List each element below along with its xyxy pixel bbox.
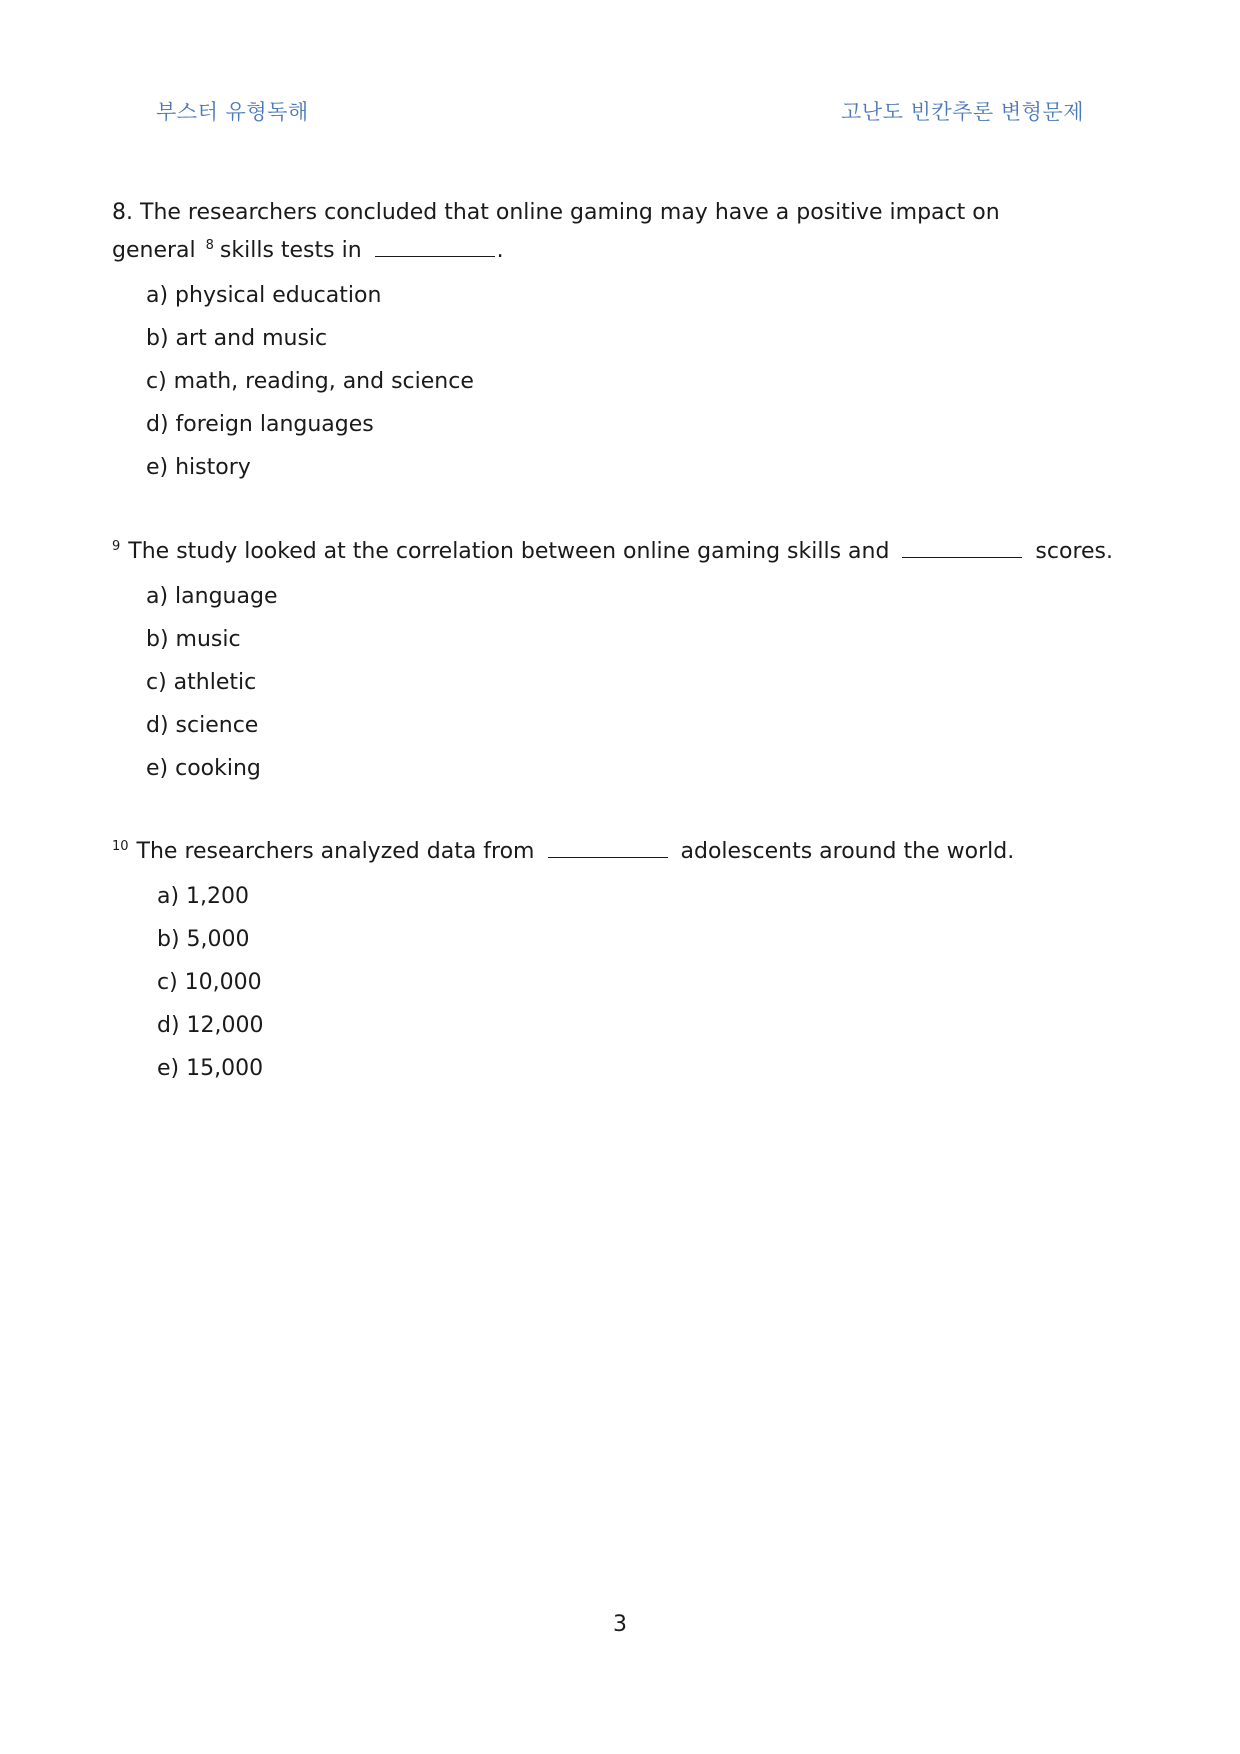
question-8-blank — [375, 238, 495, 257]
question-8-stem — [112, 194, 1140, 270]
question-8-text-part3: . — [496, 238, 504, 263]
question-10-option-c: c) 10,000 — [157, 970, 262, 995]
question-10-stem — [112, 833, 1140, 871]
question-8-options — [112, 274, 1140, 489]
question-10-text-part2: adolescents around the world. — [680, 839, 1015, 864]
question-10 — [112, 833, 1140, 1090]
question-8-text-part1: The researchers concluded that online gaming may have a positive impact on general — [112, 200, 1000, 263]
question-9-option-e: e) cooking — [146, 756, 261, 781]
question-9-text-part1: The study looked at the correlation between online gaming skills and — [128, 539, 890, 564]
question-10-text-part1: The researchers analyzed data from — [136, 839, 535, 864]
question-9 — [112, 533, 1140, 790]
question-9-stem — [112, 533, 1140, 571]
question-9-options — [112, 575, 1140, 790]
question-9-option-d: d) science — [146, 713, 259, 738]
question-9-option-c: c) athletic — [146, 670, 257, 695]
question-8-option-d: d) foreign languages — [146, 412, 374, 437]
header-right-title: 고난도 빈칸추론 변형문제 — [841, 100, 1084, 124]
question-9-option-b: b) music — [146, 627, 241, 652]
question-10-option-a: a) 1,200 — [157, 884, 250, 909]
question-10-blank — [548, 839, 668, 858]
question-9-option-a: a) language — [146, 584, 278, 609]
question-8-inline-footnote: 8 — [205, 237, 214, 253]
question-10-option-d: d) 12,000 — [157, 1013, 264, 1038]
question-10-option-b: b) 5,000 — [157, 927, 250, 952]
question-9-text-part2: scores. — [1035, 539, 1113, 564]
question-8-option-e: e) history — [146, 455, 251, 480]
question-8 — [112, 194, 1140, 489]
question-8-option-c: c) math, reading, and science — [146, 369, 474, 394]
question-9-number: 9 — [112, 538, 121, 554]
question-10-option-e: e) 15,000 — [157, 1056, 264, 1081]
question-8-option-a: a) physical education — [146, 283, 382, 308]
question-10-number: 10 — [112, 838, 129, 854]
question-10-options — [112, 875, 1140, 1090]
question-8-option-b: b) art and music — [146, 326, 328, 351]
header-left-title: 부스터 유형독해 — [156, 100, 309, 124]
question-8-number: 8. — [112, 200, 133, 225]
question-8-text-part2: skills tests in — [219, 238, 362, 263]
question-9-blank — [902, 539, 1022, 558]
page-number: 3 — [613, 1612, 627, 1637]
